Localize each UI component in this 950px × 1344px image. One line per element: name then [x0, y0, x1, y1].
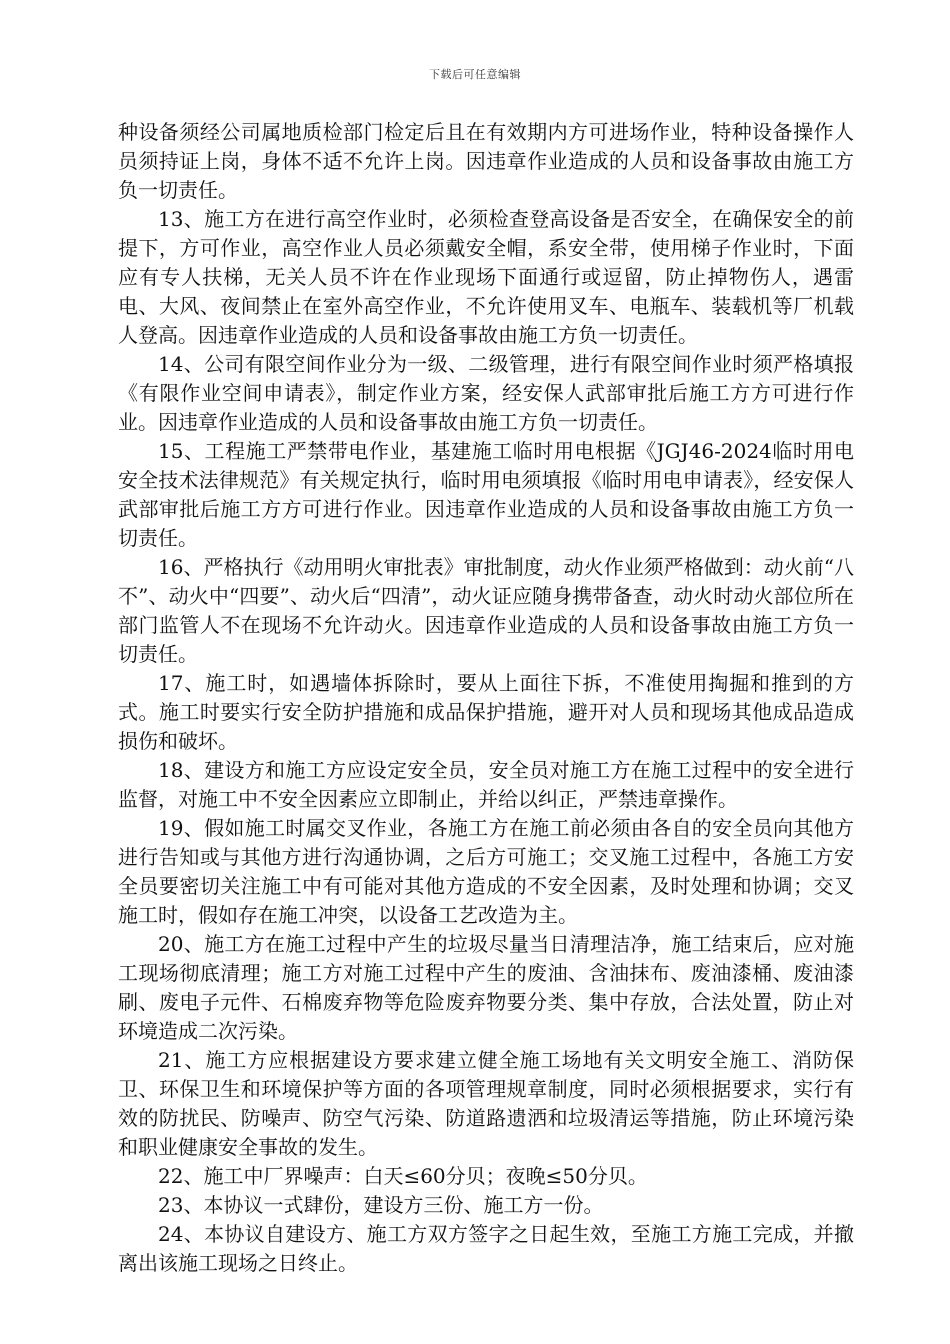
page-header: 下载后可任意编辑 [429, 68, 521, 81]
paragraph-17: 17、施工时，如遇墙体拆除时，要从上面往下拆，不准使用掏掘和推到的方式。施工时要实行安全防护措施和成品保护措施，避开对人员和现场其他成品造成损伤和破坏。 [118, 671, 854, 753]
paragraph-22: 22、施工中厂界噪声：白天≤60分贝；夜晚≤50分贝。 [158, 1164, 648, 1188]
paragraph-13: 13、施工方在进行高空作业时，必须检查登高设备是否安全，在确保安全的前提下，方可作业，高空作业人员必须戴安全帽，系安全带，使用梯子作业时，下面应有专人扶梯，无关人员不许在作业现场下面通行或逗留，防止掉物伤人，遇雷电、大风、夜间禁止在室外高空作业，不允许使用叉车、电瓶车、装载机等厂机载人登高。因违章作业造成的人员和设备事故由施工方负一切责任。 [118, 207, 854, 347]
paragraph-20: 20、施工方在施工过程中产生的垃圾尽量当日清理洁净，施工结束后，应对施工现场彻底清理；施工方对施工过程中产生的废油、含油抹布、废油漆桶、废油漆刷、废电子元件、石棉废弃物等危险废弃物要分类、集中存放，合法处置，防止对环境造成二次污染。 [118, 932, 854, 1043]
paragraph-23: 23、本协议一式肆份，建设方三份、施工方一份。 [158, 1193, 604, 1217]
paragraph-15: 15、工程施工严禁带电作业，基建施工临时用电根据《JGJ46-2024临时用电安全技术法律规范》有关规定执行，临时用电须填报《临时用电申请表》，经安保人武部审批后施工方方可进行作业。因违章作业造成的人员和设备事故由施工方负一切责任。 [118, 439, 854, 550]
paragraph-21: 21、施工方应根据建设方要求建立健全施工场地有关文明安全施工、消防保卫、环保卫生和环境保护等方面的各项管理规章制度，同时必须根据要求，实行有效的防扰民、防噪声、防空气污染、防道路遗洒和垃圾清运等措施，防止环境污染和职业健康安全事故的发生。 [118, 1048, 854, 1159]
document-body [118, 118, 854, 1278]
paragraph-12-continued: 种设备须经公司属地质检部门检定后且在有效期内方可进场作业，特种设备操作人员须持证上岗，身体不适不允许上岗。因违章作业造成的人员和设备事故由施工方负一切责任。 [118, 120, 854, 202]
paragraph-18: 18、建设方和施工方应设定安全员，安全员对施工方在施工过程中的安全进行监督，对施工中不安全因素应立即制止，并给以纠正，严禁违章操作。 [118, 758, 854, 811]
paragraph-19: 19、假如施工时属交叉作业，各施工方在施工前必须由各自的安全员向其他方进行告知或与其他方进行沟通协调，之后方可施工；交叉施工过程中，各施工方安全员要密切关注施工中有可能对其他方造成的不安全因素，及时处理和协调；交叉施工时，假如存在施工冲突，以设备工艺改造为主。 [118, 816, 854, 927]
paragraph-14: 14、公司有限空间作业分为一级、二级管理，进行有限空间作业时须严格填报《有限作业空间申请表》，制定作业方案，经安保人武部审批后施工方方可进行作业。因违章作业造成的人员和设备事故由施工方负一切责任。 [118, 352, 854, 434]
paragraph-24: 24、本协议自建设方、施工方双方签字之日起生效，至施工方施工完成，并撤离出该施工现场之日终止。 [118, 1222, 854, 1275]
paragraph-16: 16、严格执行《动用明火审批表》审批制度，动火作业须严格做到：动火前“八不”、动火中“四要”、动火后“四清”，动火证应随身携带备查，动火时动火部位所在部门监管人不在现场不允许动火。因违章作业造成的人员和设备事故由施工方负一切责任。 [118, 555, 854, 666]
